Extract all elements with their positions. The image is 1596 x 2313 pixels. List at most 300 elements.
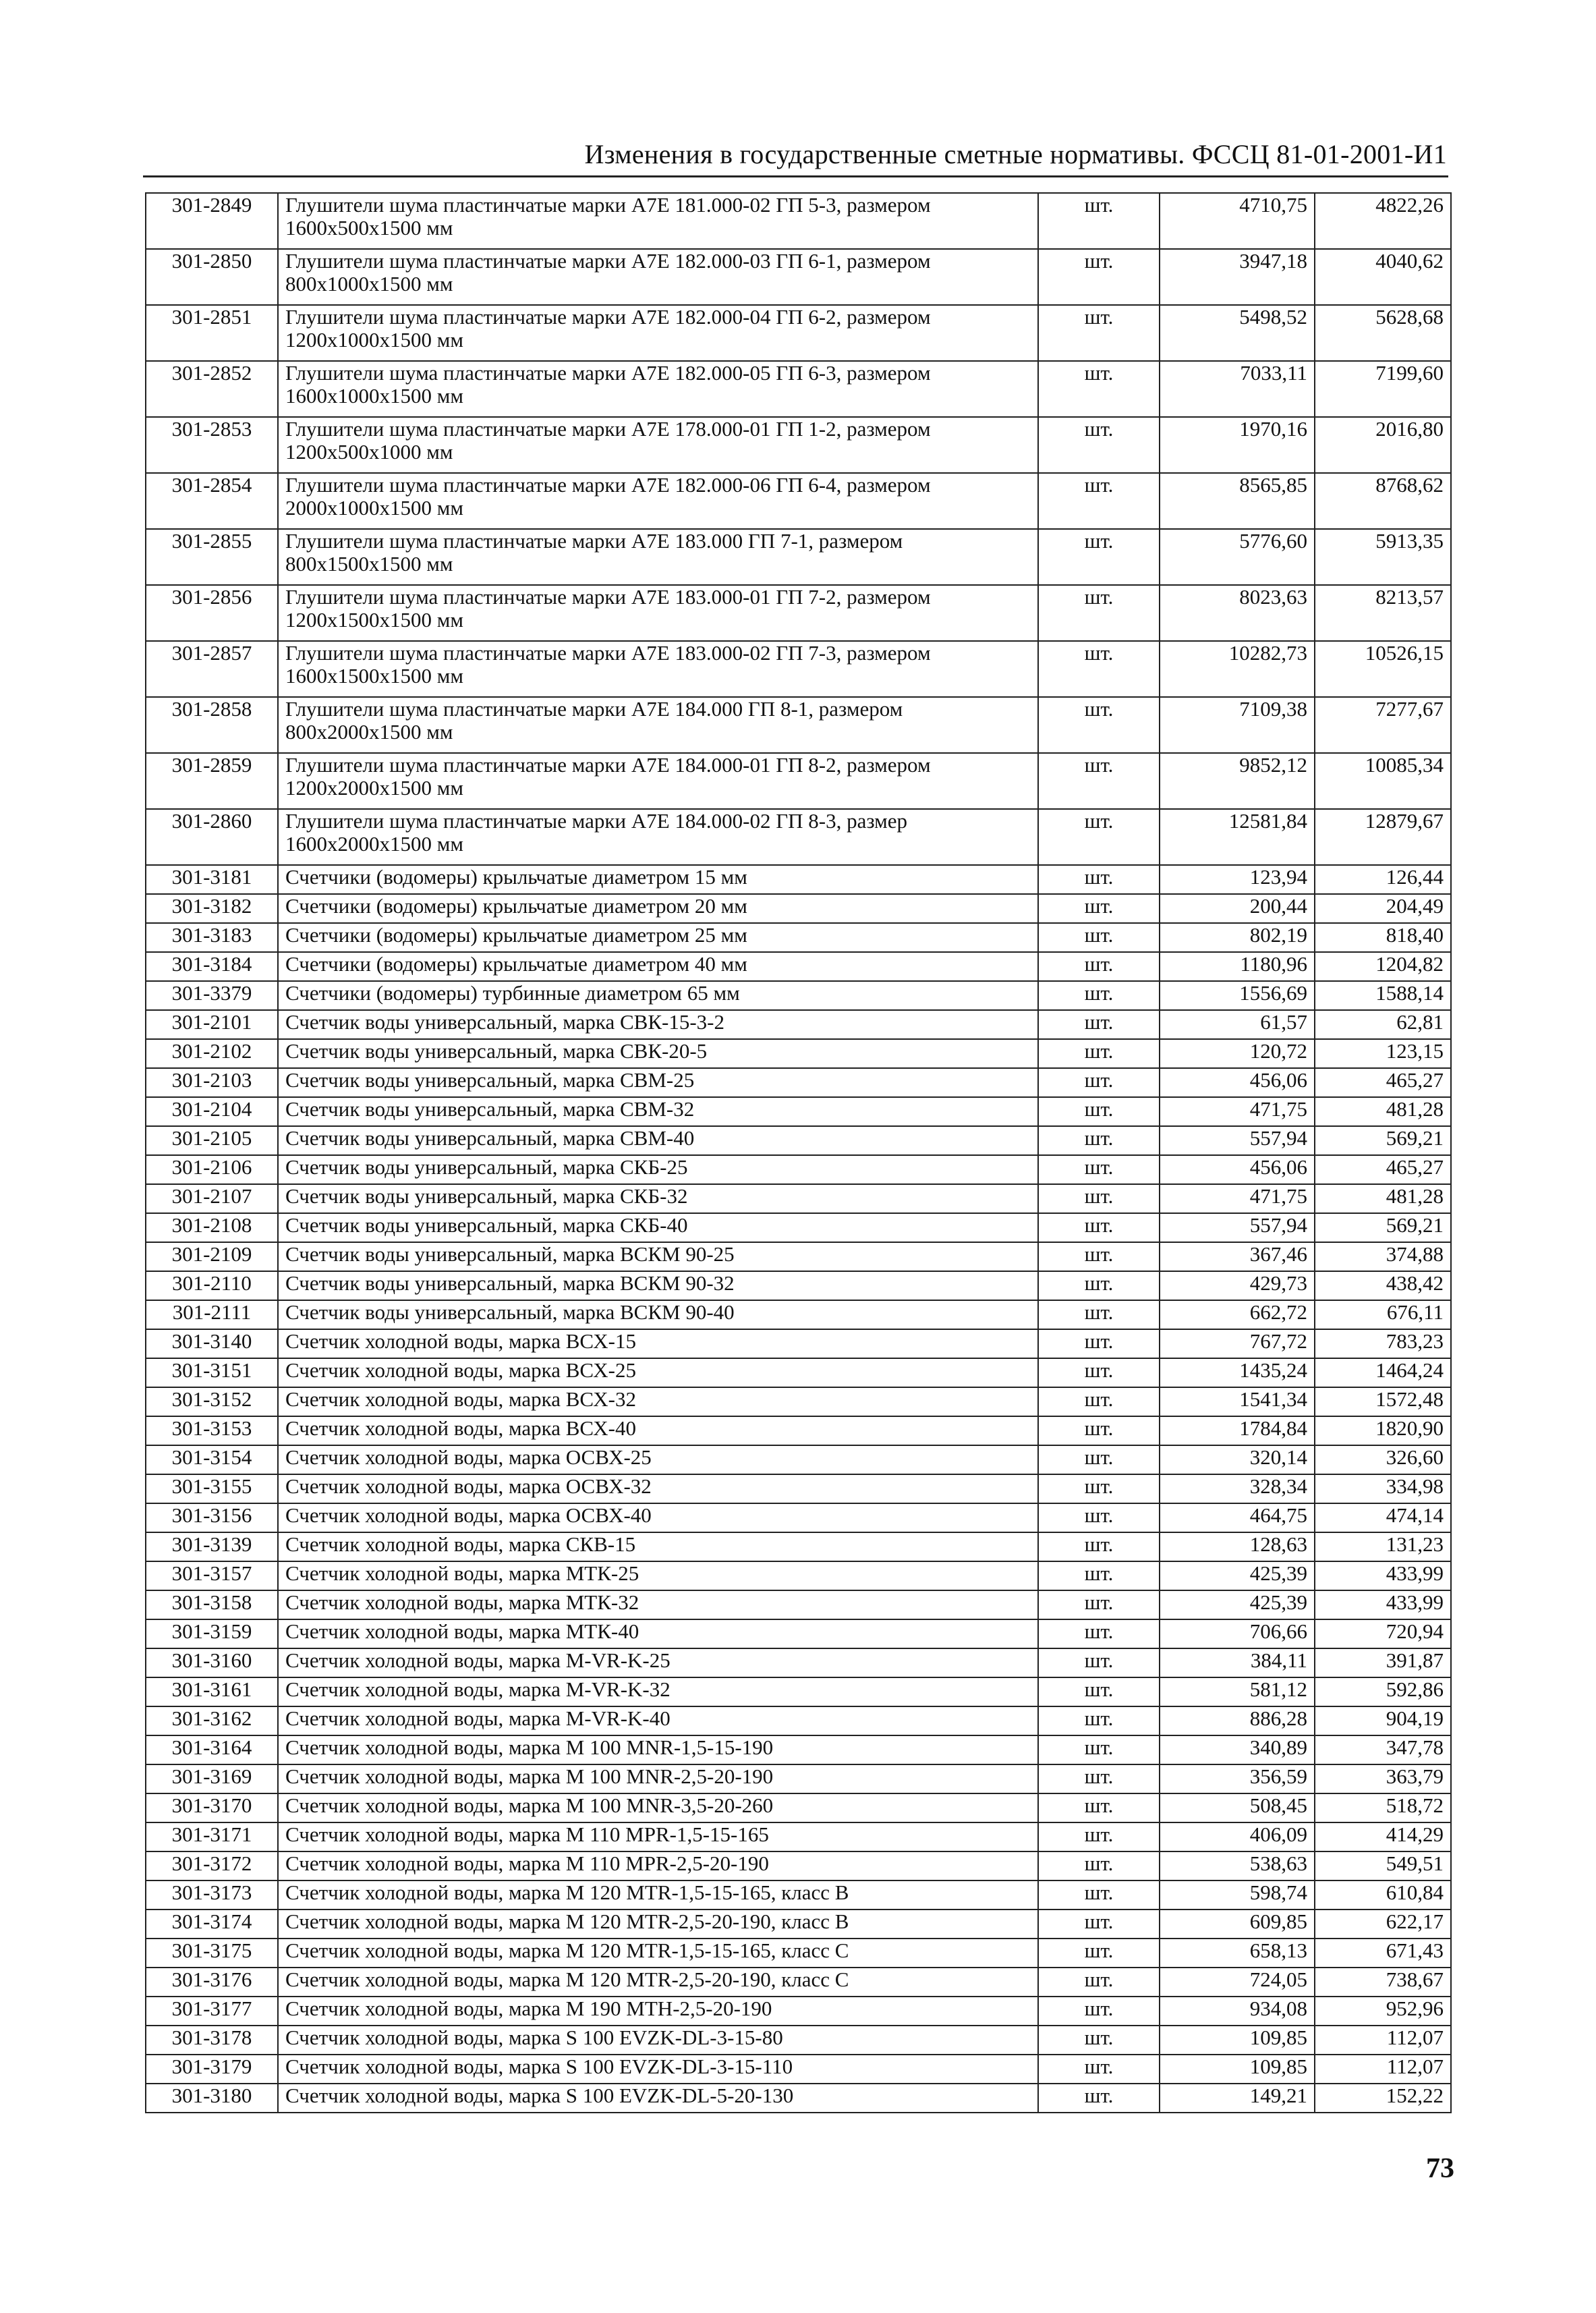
row-unit: шт. [1038,865,1160,894]
row-code: 301-3162 [146,1706,278,1735]
row-code: 301-2855 [146,529,278,585]
row-description: Глушители шума пластинчатые марки А7Е 184.000-01 ГП 8-2, размером 1200х2000х1500 мм [278,753,1038,809]
row-price-2: 465,27 [1315,1155,1451,1184]
row-price-2: 8768,62 [1315,473,1451,529]
row-unit: шт. [1038,1445,1160,1474]
row-unit: шт. [1038,1851,1160,1880]
row-code: 301-3159 [146,1619,278,1648]
row-price-1: 9852,12 [1160,753,1315,809]
table-row [146,753,1451,809]
row-code: 301-2103 [146,1068,278,1097]
row-description: Счетчик воды универсальный, марка СВК-20-5 [278,1039,1038,1068]
table-row [146,1939,1451,1968]
row-description: Счетчик холодной воды, марка M-VR-K-25 [278,1648,1038,1677]
table-row [146,1793,1451,1822]
row-price-2: 62,81 [1315,1010,1451,1039]
row-unit: шт. [1038,1039,1160,1068]
row-price-1: 1541,34 [1160,1387,1315,1416]
table-row [146,193,1451,249]
row-unit: шт. [1038,305,1160,361]
table-row [146,1445,1451,1474]
row-unit: шт. [1038,1271,1160,1300]
row-price-1: 581,12 [1160,1677,1315,1706]
row-price-1: 1180,96 [1160,952,1315,981]
table-row [146,417,1451,473]
table-row [146,249,1451,305]
row-description: Счетчик холодной воды, марка ВСХ-15 [278,1329,1038,1358]
row-code: 301-3156 [146,1503,278,1532]
row-price-2: 438,42 [1315,1271,1451,1300]
row-price-2: 549,51 [1315,1851,1451,1880]
row-code: 301-3174 [146,1910,278,1939]
row-price-1: 1556,69 [1160,981,1315,1010]
row-price-1: 128,63 [1160,1532,1315,1561]
row-price-2: 474,14 [1315,1503,1451,1532]
row-unit: шт. [1038,1910,1160,1939]
table-row [146,2084,1451,2113]
row-code: 301-2853 [146,417,278,473]
row-description: Счетчик холодной воды, марка М 110 MPR-1,5-15-165 [278,1822,1038,1851]
row-unit: шт. [1038,753,1160,809]
row-price-1: 406,09 [1160,1822,1315,1851]
row-description: Счетчик холодной воды, марка М 120 MTR-1,5-15-165, класс В [278,1880,1038,1910]
row-description: Счетчик холодной воды, марка МТК-40 [278,1619,1038,1648]
row-description: Глушители шума пластинчатые марки А7Е 182.000-03 ГП 6-1, размером 800х1000х1500 мм [278,249,1038,305]
row-code: 301-3161 [146,1677,278,1706]
row-price-1: 7033,11 [1160,361,1315,417]
row-price-2: 569,21 [1315,1126,1451,1155]
row-price-1: 425,39 [1160,1561,1315,1590]
table-row [146,809,1451,865]
row-description: Счетчик холодной воды, марка М 120 MTR-2,5-20-190, класс С [278,1968,1038,1997]
row-unit: шт. [1038,1793,1160,1822]
row-description: Счетчик холодной воды, марка МТК-32 [278,1590,1038,1619]
table-row [146,923,1451,952]
row-unit: шт. [1038,1097,1160,1126]
row-code: 301-2852 [146,361,278,417]
table-row [146,1068,1451,1097]
row-code: 301-3184 [146,952,278,981]
row-price-1: 662,72 [1160,1300,1315,1329]
row-description: Счетчик воды универсальный, марка СВМ-25 [278,1068,1038,1097]
row-description: Глушители шума пластинчатые марки А7Е 183.000-02 ГП 7-3, размером 1600х1500х1500 мм [278,641,1038,697]
row-price-2: 126,44 [1315,865,1451,894]
row-price-2: 622,17 [1315,1910,1451,1939]
row-description: Счетчик холодной воды, марка S 100 EVZK-DL-5-20-130 [278,2084,1038,2113]
row-price-1: 538,63 [1160,1851,1315,1880]
row-code: 301-2856 [146,585,278,641]
row-description: Глушители шума пластинчатые марки А7Е 183.000 ГП 7-1, размером 800х1500х1500 мм [278,529,1038,585]
row-code: 301-3170 [146,1793,278,1822]
row-code: 301-3181 [146,865,278,894]
row-code: 301-3140 [146,1329,278,1358]
row-unit: шт. [1038,1068,1160,1097]
row-unit: шт. [1038,1735,1160,1764]
table-row [146,585,1451,641]
row-description: Счетчик воды универсальный, марка ВСКМ 90-32 [278,1271,1038,1300]
row-price-2: 481,28 [1315,1184,1451,1213]
row-price-2: 481,28 [1315,1097,1451,1126]
table-row [146,2055,1451,2084]
row-description: Глушители шума пластинчатые марки А7Е 183.000-01 ГП 7-2, размером 1200х1500х1500 мм [278,585,1038,641]
row-code: 301-3172 [146,1851,278,1880]
row-price-2: 671,43 [1315,1939,1451,1968]
table-row [146,2026,1451,2055]
table-row [146,865,1451,894]
row-description: Счетчик холодной воды, марка М 120 MTR-2,5-20-190, класс В [278,1910,1038,1939]
table-row [146,1561,1451,1590]
row-description: Счетчики (водомеры) турбинные диаметром 65 мм [278,981,1038,1010]
row-description: Глушители шума пластинчатые марки А7Е 182.000-04 ГП 6-2, размером 1200х1000х1500 мм [278,305,1038,361]
row-price-2: 592,86 [1315,1677,1451,1706]
row-price-1: 471,75 [1160,1097,1315,1126]
row-unit: шт. [1038,981,1160,1010]
row-price-2: 8213,57 [1315,585,1451,641]
table-row [146,1126,1451,1155]
table-row [146,1097,1451,1126]
row-code: 301-2104 [146,1097,278,1126]
table-row [146,1300,1451,1329]
row-price-2: 10526,15 [1315,641,1451,697]
row-unit: шт. [1038,1329,1160,1358]
row-unit: шт. [1038,1648,1160,1677]
row-unit: шт. [1038,1532,1160,1561]
row-price-2: 5913,35 [1315,529,1451,585]
row-description: Счетчик холодной воды, марка М 100 MNR-1,5-15-190 [278,1735,1038,1764]
table-row [146,1706,1451,1735]
row-price-2: 818,40 [1315,923,1451,952]
row-price-2: 433,99 [1315,1561,1451,1590]
row-price-2: 204,49 [1315,894,1451,923]
row-price-1: 767,72 [1160,1329,1315,1358]
table-row [146,1010,1451,1039]
row-description: Счетчик холодной воды, марка S 100 EVZK-DL-3-15-80 [278,2026,1038,2055]
row-description: Глушители шума пластинчатые марки А7Е 181.000-02 ГП 5-3, размером 1600х500х1500 мм [278,193,1038,249]
table-row [146,1242,1451,1271]
row-price-1: 464,75 [1160,1503,1315,1532]
row-code: 301-3154 [146,1445,278,1474]
row-unit: шт. [1038,1474,1160,1503]
row-unit: шт. [1038,894,1160,923]
row-code: 301-3180 [146,2084,278,2113]
row-price-1: 1435,24 [1160,1358,1315,1387]
row-code: 301-3160 [146,1648,278,1677]
row-price-1: 5498,52 [1160,305,1315,361]
row-price-1: 706,66 [1160,1619,1315,1648]
row-price-1: 8023,63 [1160,585,1315,641]
table-row [146,1329,1451,1358]
row-price-2: 7277,67 [1315,697,1451,753]
row-code: 301-3178 [146,2026,278,2055]
row-code: 301-3139 [146,1532,278,1561]
row-price-2: 326,60 [1315,1445,1451,1474]
row-price-1: 10282,73 [1160,641,1315,697]
row-price-1: 8565,85 [1160,473,1315,529]
row-price-2: 783,23 [1315,1329,1451,1358]
row-price-1: 340,89 [1160,1735,1315,1764]
row-description: Счетчик воды универсальный, марка СВМ-40 [278,1126,1038,1155]
row-code: 301-2106 [146,1155,278,1184]
row-price-1: 367,46 [1160,1242,1315,1271]
row-price-2: 347,78 [1315,1735,1451,1764]
row-price-1: 3947,18 [1160,249,1315,305]
row-description: Счетчик воды универсальный, марка СВК-15-3-2 [278,1010,1038,1039]
table-row [146,305,1451,361]
row-code: 301-2860 [146,809,278,865]
row-price-1: 4710,75 [1160,193,1315,249]
row-price-1: 149,21 [1160,2084,1315,2113]
row-unit: шт. [1038,1561,1160,1590]
row-price-1: 328,34 [1160,1474,1315,1503]
table-row [146,1155,1451,1184]
row-price-1: 356,59 [1160,1764,1315,1793]
row-description: Счетчик холодной воды, марка М 120 MTR-1,5-15-165, класс С [278,1939,1038,1968]
row-code: 301-2102 [146,1039,278,1068]
row-price-2: 2016,80 [1315,417,1451,473]
row-code: 301-2854 [146,473,278,529]
row-unit: шт. [1038,585,1160,641]
row-price-1: 934,08 [1160,1997,1315,2026]
row-price-2: 112,07 [1315,2026,1451,2055]
row-unit: шт. [1038,2026,1160,2055]
row-unit: шт. [1038,193,1160,249]
table-row [146,1880,1451,1910]
row-code: 301-3158 [146,1590,278,1619]
row-price-1: 61,57 [1160,1010,1315,1039]
row-unit: шт. [1038,923,1160,952]
row-price-2: 676,11 [1315,1300,1451,1329]
row-code: 301-3179 [146,2055,278,2084]
row-unit: шт. [1038,529,1160,585]
row-code: 301-2111 [146,1300,278,1329]
row-description: Счетчик холодной воды, марка М 100 MNR-3,5-20-260 [278,1793,1038,1822]
row-price-1: 109,85 [1160,2026,1315,2055]
row-description: Счетчик холодной воды, марка СКВ-15 [278,1532,1038,1561]
row-unit: шт. [1038,809,1160,865]
table-row [146,1997,1451,2026]
row-price-1: 5776,60 [1160,529,1315,585]
row-description: Счетчик холодной воды, марка ОСВХ-40 [278,1503,1038,1532]
row-description: Счетчик холодной воды, марка ОСВХ-32 [278,1474,1038,1503]
row-description: Счетчик воды универсальный, марка СКБ-32 [278,1184,1038,1213]
row-price-2: 1204,82 [1315,952,1451,981]
row-code: 301-2109 [146,1242,278,1271]
row-price-2: 4040,62 [1315,249,1451,305]
row-price-2: 518,72 [1315,1793,1451,1822]
row-price-1: 123,94 [1160,865,1315,894]
table-row [146,1503,1451,1532]
row-code: 301-3176 [146,1968,278,1997]
row-code: 301-3157 [146,1561,278,1590]
table-row [146,361,1451,417]
row-price-2: 10085,34 [1315,753,1451,809]
row-code: 301-3164 [146,1735,278,1764]
row-description: Счетчики (водомеры) крыльчатые диаметром 20 мм [278,894,1038,923]
table-row [146,1358,1451,1387]
row-description: Счетчик воды универсальный, марка ВСКМ 90-25 [278,1242,1038,1271]
row-unit: шт. [1038,361,1160,417]
row-price-1: 658,13 [1160,1939,1315,1968]
row-unit: шт. [1038,1619,1160,1648]
row-unit: шт. [1038,1387,1160,1416]
row-price-1: 425,39 [1160,1590,1315,1619]
table-row [146,1213,1451,1242]
row-price-2: 1572,48 [1315,1387,1451,1416]
row-code: 301-2851 [146,305,278,361]
row-code: 301-2857 [146,641,278,697]
row-price-2: 1464,24 [1315,1358,1451,1387]
row-code: 301-2859 [146,753,278,809]
row-price-1: 471,75 [1160,1184,1315,1213]
row-code: 301-3171 [146,1822,278,1851]
row-description: Счетчик воды универсальный, марка СКБ-25 [278,1155,1038,1184]
row-unit: шт. [1038,641,1160,697]
row-price-1: 456,06 [1160,1155,1315,1184]
table-row [146,1387,1451,1416]
row-unit: шт. [1038,1010,1160,1039]
row-price-1: 557,94 [1160,1213,1315,1242]
header-title: Изменения в государственные сметные нормативы. ФССЦ 81-01-2001-И1 [584,139,1447,169]
row-price-2: 12879,67 [1315,809,1451,865]
row-code: 301-2101 [146,1010,278,1039]
page-number: 73 [1426,2153,1454,2184]
row-code: 301-2108 [146,1213,278,1242]
table-row [146,1764,1451,1793]
table-row [146,952,1451,981]
row-price-2: 1588,14 [1315,981,1451,1010]
row-code: 301-2850 [146,249,278,305]
row-price-2: 131,23 [1315,1532,1451,1561]
table-row [146,1039,1451,1068]
row-unit: шт. [1038,1503,1160,1532]
row-price-1: 1970,16 [1160,417,1315,473]
row-description: Глушители шума пластинчатые марки А7Е 184.000-02 ГП 8-3, размер 1600х2000х1500 мм [278,809,1038,865]
table-row [146,1735,1451,1764]
row-description: Счетчик холодной воды, марка S 100 EVZK-DL-3-15-110 [278,2055,1038,2084]
row-unit: шт. [1038,1155,1160,1184]
row-unit: шт. [1038,1677,1160,1706]
row-unit: шт. [1038,1590,1160,1619]
row-unit: шт. [1038,2055,1160,2084]
row-price-2: 334,98 [1315,1474,1451,1503]
row-unit: шт. [1038,1242,1160,1271]
table-row [146,1590,1451,1619]
table-row [146,1532,1451,1561]
row-code: 301-2849 [146,193,278,249]
row-description: Глушители шума пластинчатые марки А7Е 182.000-06 ГП 6-4, размером 2000х1000х1500 мм [278,473,1038,529]
row-description: Счетчик воды универсальный, марка ВСКМ 90-40 [278,1300,1038,1329]
row-code: 301-3175 [146,1939,278,1968]
row-price-2: 7199,60 [1315,361,1451,417]
table-row [146,1910,1451,1939]
row-price-1: 802,19 [1160,923,1315,952]
row-unit: шт. [1038,1822,1160,1851]
table-row [146,1851,1451,1880]
table-row [146,641,1451,697]
row-unit: шт. [1038,1213,1160,1242]
row-price-2: 391,87 [1315,1648,1451,1677]
row-price-2: 4822,26 [1315,193,1451,249]
row-description: Счетчик холодной воды, марка М 110 MPR-2,5-20-190 [278,1851,1038,1880]
table-row [146,1648,1451,1677]
row-price-2: 112,07 [1315,2055,1451,2084]
row-code: 301-2105 [146,1126,278,1155]
row-unit: шт. [1038,1416,1160,1445]
row-description: Счетчик воды универсальный, марка СКБ-40 [278,1213,1038,1242]
row-description: Счетчик холодной воды, марка ОСВХ-25 [278,1445,1038,1474]
row-code: 301-3182 [146,894,278,923]
row-unit: шт. [1038,1358,1160,1387]
row-code: 301-3183 [146,923,278,952]
table-row [146,473,1451,529]
row-unit: шт. [1038,1997,1160,2026]
row-description: Счетчики (водомеры) крыльчатые диаметром 15 мм [278,865,1038,894]
row-description: Глушители шума пластинчатые марки А7Е 182.000-05 ГП 6-3, размером 1600х1000х1500 мм [278,361,1038,417]
row-price-1: 200,44 [1160,894,1315,923]
row-unit: шт. [1038,1126,1160,1155]
row-price-2: 5628,68 [1315,305,1451,361]
table-row [146,697,1451,753]
row-unit: шт. [1038,249,1160,305]
row-description: Глушители шума пластинчатые марки А7Е 178.000-01 ГП 1-2, размером 1200х500х1000 мм [278,417,1038,473]
row-price-1: 384,11 [1160,1648,1315,1677]
row-description: Счетчик холодной воды, марка М 100 MNR-2,5-20-190 [278,1764,1038,1793]
row-code: 301-3151 [146,1358,278,1387]
row-price-2: 123,15 [1315,1039,1451,1068]
row-price-2: 465,27 [1315,1068,1451,1097]
row-description: Счетчик холодной воды, марка M-VR-K-32 [278,1677,1038,1706]
row-description: Глушители шума пластинчатые марки А7Е 184.000 ГП 8-1, размером 800х2000х1500 мм [278,697,1038,753]
row-price-1: 429,73 [1160,1271,1315,1300]
row-unit: шт. [1038,1184,1160,1213]
table-row [146,1677,1451,1706]
row-price-1: 12581,84 [1160,809,1315,865]
row-price-1: 886,28 [1160,1706,1315,1735]
row-description: Счетчики (водомеры) крыльчатые диаметром 40 мм [278,952,1038,981]
row-code: 301-3152 [146,1387,278,1416]
row-code: 301-3153 [146,1416,278,1445]
row-price-2: 952,96 [1315,1997,1451,2026]
row-code: 301-3173 [146,1880,278,1910]
row-unit: шт. [1038,2084,1160,2113]
row-code: 301-3169 [146,1764,278,1793]
row-description: Счетчик холодной воды, марка ВСХ-32 [278,1387,1038,1416]
table-row [146,894,1451,923]
row-price-1: 724,05 [1160,1968,1315,1997]
table-row [146,1822,1451,1851]
row-price-1: 1784,84 [1160,1416,1315,1445]
row-code: 301-3177 [146,1997,278,2026]
row-unit: шт. [1038,1764,1160,1793]
row-price-2: 374,88 [1315,1242,1451,1271]
row-price-2: 414,29 [1315,1822,1451,1851]
row-price-1: 557,94 [1160,1126,1315,1155]
row-description: Счетчик холодной воды, марка ВСХ-40 [278,1416,1038,1445]
row-price-2: 569,21 [1315,1213,1451,1242]
row-price-2: 904,19 [1315,1706,1451,1735]
price-table-body [146,193,1451,2113]
row-unit: шт. [1038,1706,1160,1735]
row-unit: шт. [1038,952,1160,981]
table-row [146,1184,1451,1213]
row-price-1: 609,85 [1160,1910,1315,1939]
row-code: 301-3379 [146,981,278,1010]
row-price-2: 610,84 [1315,1880,1451,1910]
row-code: 301-3155 [146,1474,278,1503]
row-description: Счетчики (водомеры) крыльчатые диаметром 25 мм [278,923,1038,952]
table-row [146,1968,1451,1997]
row-code: 301-2107 [146,1184,278,1213]
